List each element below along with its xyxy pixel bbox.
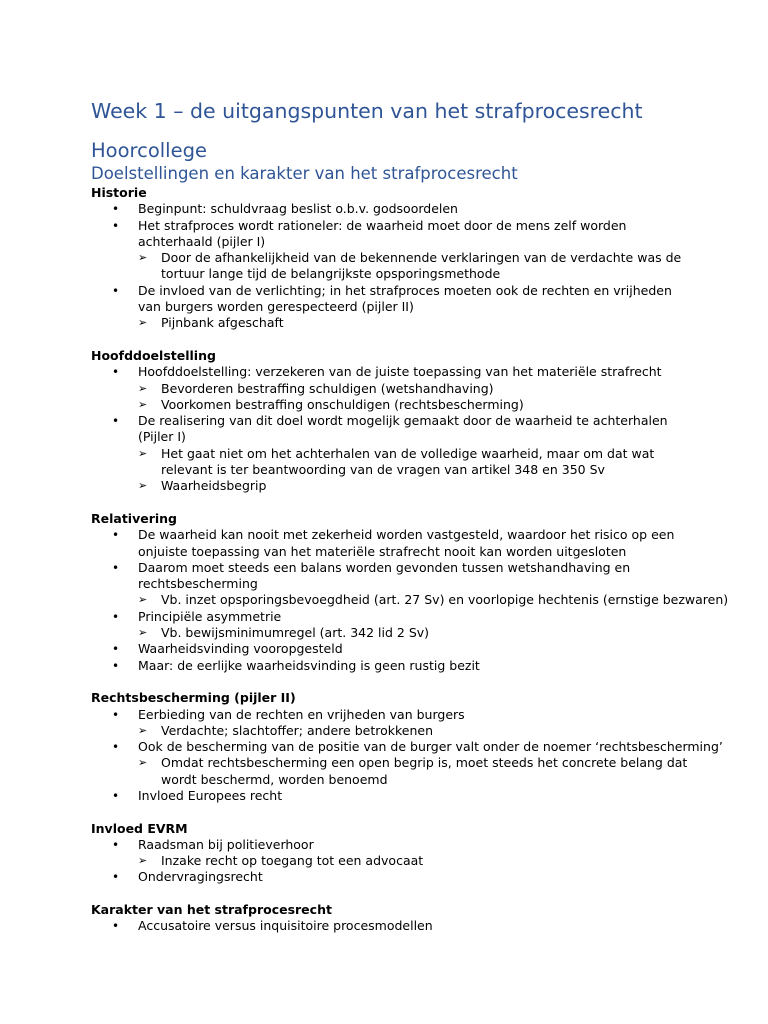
sub-list bbox=[138, 446, 691, 495]
list-item-text: Invloed Europees recht bbox=[138, 787, 283, 803]
list-item-text: Omdat rechtsbescherming een open begrip is, moet steeds het concrete belang dat wordt beschermd, worden benoemd bbox=[161, 755, 688, 787]
list-item-text: Verdachte; slachtoffer; andere betrokkenen bbox=[161, 722, 434, 738]
list-item-text: De invloed van de verlichting; in het strafproces moeten ook de rechten en vrijheden van burgers worden gerespecteerd (pijler II) bbox=[138, 282, 672, 315]
list-item bbox=[91, 609, 691, 642]
heading-hoorcollege: Hoorcollege bbox=[91, 139, 207, 162]
list-item-text: Waarheidsbegrip bbox=[161, 478, 267, 494]
bullet-icon: • bbox=[112, 365, 120, 380]
bullet-icon: • bbox=[112, 919, 120, 934]
sub-list-item bbox=[91, 625, 691, 641]
bullet-icon: • bbox=[112, 202, 120, 217]
list-item-text: Voorkomen bestraffing onschuldigen (rechtsbescherming) bbox=[161, 396, 524, 412]
section-karakter bbox=[91, 902, 691, 935]
sub-list-item bbox=[91, 723, 691, 739]
list-item-text: Beginpunt: schuldvraag beslist o.b.v. godsoordelen bbox=[138, 201, 458, 217]
list-item-text: Daarom moet steeds een balans worden gevonden tussen wetshandhaving en rechtsbescherming bbox=[138, 559, 631, 592]
list-item-text: De waarheid kan nooit met zekerheid worden vastgesteld, waardoor het risico op een onjuiste toepassing van het materiële strafrecht nooit kan worden uitgesloten bbox=[138, 527, 675, 559]
bullet-icon: • bbox=[112, 788, 120, 803]
document-content bbox=[91, 97, 729, 935]
sub-list-item bbox=[91, 478, 691, 494]
list-item-text: Hoofddoelstelling: verzekeren van de juiste toepassing van het materiële strafrecht bbox=[138, 364, 662, 380]
bullet-list bbox=[91, 918, 691, 934]
document-title: Week 1 – de uitgangspunten van het strafprocesrecht bbox=[91, 99, 643, 123]
section-invloed-evrm bbox=[91, 821, 691, 886]
sub-list-item bbox=[91, 250, 691, 283]
list-item bbox=[91, 918, 691, 934]
bullet-list bbox=[91, 364, 691, 494]
bullet-icon: • bbox=[112, 740, 120, 755]
sub-list-item bbox=[91, 381, 691, 397]
arrow-bullet-icon: ➢ bbox=[138, 397, 148, 411]
bullet-icon: • bbox=[112, 707, 120, 722]
list-item-text: Het gaat niet om het achterhalen van de volledige waarheid, maar om dat wat relevant is ter beantwoording van de vragen van artikel 348 en 350 Sv bbox=[161, 445, 655, 478]
section-title: Hoofddoelstelling bbox=[91, 347, 216, 363]
list-item bbox=[91, 658, 691, 674]
sub-list-item bbox=[91, 755, 691, 788]
list-item-text: Waarheidsvinding vooropgesteld bbox=[138, 641, 343, 657]
list-item-text: Eerbieding van de rechten en vrijheden van burgers bbox=[138, 706, 465, 722]
section-title: Invloed EVRM bbox=[91, 820, 188, 836]
list-item bbox=[91, 739, 723, 788]
bullet-icon: • bbox=[112, 218, 120, 233]
sub-list-item bbox=[91, 315, 691, 331]
arrow-bullet-icon: ➢ bbox=[138, 756, 148, 770]
list-item-text: Vb. bewijsminimumregel (art. 342 lid 2 Sv) bbox=[161, 625, 430, 641]
arrow-bullet-icon: ➢ bbox=[138, 593, 148, 607]
bullet-list bbox=[91, 706, 723, 805]
sub-list bbox=[138, 592, 729, 608]
bullet-icon: • bbox=[112, 609, 120, 624]
list-item-text: Principiële asymmetrie bbox=[138, 608, 282, 624]
arrow-bullet-icon: ➢ bbox=[138, 446, 148, 460]
sub-list bbox=[138, 853, 691, 869]
bullet-icon: • bbox=[112, 560, 120, 575]
list-item-text: Door de afhankelijkheid van de bekennende verklaringen van de verdachte was de tortuur lange tijd de belangrijkste opsporingsmethode bbox=[161, 250, 682, 282]
section-title: Karakter van het strafprocesrecht bbox=[91, 902, 332, 918]
arrow-bullet-icon: ➢ bbox=[138, 479, 148, 493]
list-item bbox=[91, 707, 691, 740]
sub-list bbox=[138, 723, 691, 739]
section-title: Relativering bbox=[91, 510, 178, 526]
bullet-icon: • bbox=[112, 658, 120, 673]
arrow-bullet-icon: ➢ bbox=[138, 626, 148, 640]
sub-list-item bbox=[91, 853, 691, 869]
list-item-text: Raadsman bij politieverhoor bbox=[138, 836, 314, 852]
list-item bbox=[91, 527, 691, 560]
list-item bbox=[91, 869, 691, 885]
list-item-text: Ook de bescherming van de positie van de burger valt onder de noemer ‘rechtsbescherming’ bbox=[138, 739, 723, 755]
sub-list bbox=[138, 250, 691, 283]
sub-list bbox=[138, 381, 691, 414]
list-item-text: Ondervragingsrecht bbox=[138, 869, 263, 885]
section-title: Rechtsbescherming (pijler II) bbox=[91, 690, 296, 706]
bullet-list bbox=[91, 201, 691, 331]
list-item bbox=[91, 364, 691, 413]
list-item bbox=[91, 559, 729, 609]
bullet-list bbox=[91, 527, 729, 674]
list-item-text: De realisering van dit doel wordt mogelijk gemaakt door de waarheid te achterhalen (Pijler I) bbox=[138, 413, 668, 445]
list-item bbox=[91, 788, 691, 804]
bullet-icon: • bbox=[112, 642, 120, 657]
section-hoofddoelstelling bbox=[91, 348, 691, 495]
bullet-icon: • bbox=[112, 283, 120, 298]
section-historie bbox=[91, 185, 691, 332]
sub-list bbox=[138, 625, 691, 641]
subheading: Doelstellingen en karakter van het strafprocesrecht bbox=[91, 164, 518, 183]
list-item-text: Accusatoire versus inquisitoire procesmodellen bbox=[138, 918, 433, 934]
section-relativering bbox=[91, 510, 729, 674]
list-item bbox=[91, 837, 691, 870]
list-item bbox=[91, 218, 691, 283]
arrow-bullet-icon: ➢ bbox=[138, 381, 148, 395]
sub-list-item bbox=[91, 446, 691, 479]
bullet-icon: • bbox=[112, 528, 120, 543]
list-item-text: Pijnbank afgeschaft bbox=[161, 315, 284, 331]
arrow-bullet-icon: ➢ bbox=[138, 854, 148, 868]
bullet-icon: • bbox=[112, 837, 120, 852]
arrow-bullet-icon: ➢ bbox=[138, 251, 148, 265]
bullet-icon: • bbox=[112, 870, 120, 885]
list-item bbox=[91, 201, 691, 217]
sub-list bbox=[138, 755, 691, 788]
list-item-text: Inzake recht op toegang tot een advocaat bbox=[161, 853, 424, 869]
bullet-icon: • bbox=[112, 414, 120, 429]
arrow-bullet-icon: ➢ bbox=[138, 316, 148, 330]
list-item bbox=[91, 641, 691, 657]
list-item bbox=[91, 413, 691, 494]
bullet-list bbox=[91, 837, 691, 886]
list-item-text: Maar: de eerlijke waarheidsvinding is geen rustig bezit bbox=[138, 657, 480, 673]
section-rechtsbescherming bbox=[91, 690, 723, 804]
list-item-text: Vb. inzet opsporingsbevoegdheid (art. 27 Sv) en voorlopige hechtenis (ernstige bezwaren) bbox=[161, 592, 729, 608]
sub-list-item bbox=[91, 397, 691, 413]
list-item bbox=[91, 283, 691, 332]
list-item-text: Het strafproces wordt rationeler: de waarheid moet door de mens zelf worden achterhaald (pijler I) bbox=[138, 217, 627, 249]
section-title: Historie bbox=[91, 185, 147, 200]
sub-list bbox=[138, 315, 691, 331]
arrow-bullet-icon: ➢ bbox=[138, 723, 148, 737]
list-item-text: Bevorderen bestraffing schuldigen (wetshandhaving) bbox=[161, 380, 494, 396]
sub-list-item bbox=[91, 592, 729, 608]
